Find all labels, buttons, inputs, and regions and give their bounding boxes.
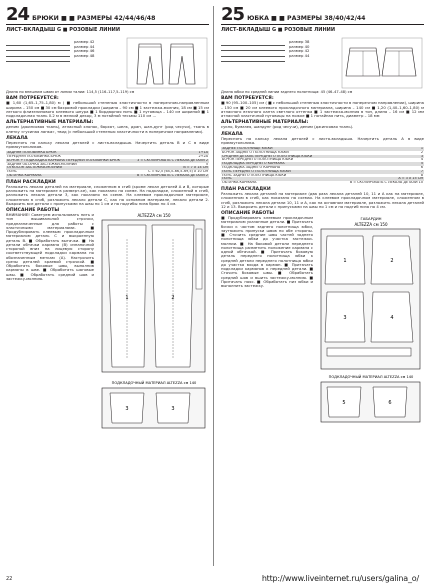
size-label: размер 44	[74, 43, 95, 49]
right-work-text: ■ Продублировать клеевым прокладочным материалом указанные детали. ■ Притачать бочки к частям заднего полотнища юбки, заутюжить припуски швов по обе стороны. ■ Сточить средние швы частей заднего полотнища юбки до участка застежки-молнии. ■ На боковой детали переднего полотнища разметить положение кармана с одной обтачкой. ■ Притачать боковую деталь переднего полотнища юбки к средней детали переднего полотнища юбки до участка входа в карман. ■ Притачать подкладки карманов к передней детали. ■ Сточить боковые швы. ■ Обработать средний шов и вшить застежку-молнию. ■ Притачать пояс. ■ Обработать низ юбки и выполнить застежку.	[221, 215, 313, 289]
left-sheet-label: ЛИСТ-ВКЛАДЫШ G ■ РОЗОВЫЕ ЛИНИИ	[6, 27, 121, 33]
lining-label: ПОДКЛАДОЧНЫЙ МАТЕРИАЛ ALTEZZA см 140	[111, 381, 197, 386]
trousers-technical-drawing	[125, 36, 209, 90]
right-size-legend	[289, 40, 309, 58]
table-row: ПОЯС А = 3 Х 15 СМ	[222, 177, 423, 181]
left-alt-text: деним (джинсовая ткань), атласный хлопок, бархат, шелк, драп, шан-дунг (род чесучи), ткань в клетку «гусиная лапка», твид (с небольшой степенью эластичности в поперечном направлении).	[6, 124, 209, 134]
svg-text:2: 2	[171, 295, 175, 302]
table-row: ПОЯС С = 62,5 (64,5–66,5–69,5) Х 10 СМ	[7, 170, 208, 174]
left-size-lines	[6, 40, 70, 62]
left-materials-title: ВАМ ПОТРЕБУЕТСЯ:	[6, 96, 59, 102]
trousers-layout-diagram	[98, 209, 209, 441]
left-lekala-title: ЛЕКАЛА	[6, 135, 28, 141]
size-label: размер 46	[74, 48, 95, 54]
column-divider	[213, 6, 214, 566]
table-row: ОБТАЧКА КАРМАНА В = СКОПИРОВАТЬ С ЛЕКАЛА ДЕТАЛИ 2	[7, 174, 208, 178]
lining-label: ПОДКЛАДОЧНЫЙ МАТЕРИАЛ ALTEZZA см 140	[328, 375, 414, 380]
table-row: ОТКОСОК ЗАСТЕЖКИ-МОЛНИИ В = 7 Х 14 СМ	[7, 166, 208, 170]
table-row: ПОДКЛАДКА ЗАДНЕГО КАРМАНА 6	[222, 166, 423, 170]
right-pattern-thumbnail	[221, 36, 424, 90]
size-label: размер 42	[289, 48, 310, 54]
source-url: http://www.liveinternet.ru/users/galina_o/	[261, 574, 419, 583]
left-lekala-text: Переснять на кальку лекала деталей с листа-вкладыша. Начертить деталь В и С в виде прямоугольников.	[6, 139, 209, 150]
svg-text:3: 3	[125, 406, 129, 413]
right-plan-text: Разложить лекала деталей на материале (два раза лекала деталей 10, 11 и А как на материале, сложенном в сгиб, как показано на схемах. На клеевом прокладочном материале, сложенном в сгиб, разложить лекала детали 10, 11 и А, как на основном материале, разложить лекала деталей 12 и 13. Выкроить детали с припусками на швы по 1 см и на подгиб низа по 4 см.	[221, 191, 424, 209]
left-model-number: 24	[6, 4, 30, 25]
right-materials-title: ВАМ ПОТРЕБУЕТСЯ:	[221, 96, 274, 102]
right-header	[221, 6, 424, 25]
right-materials-text: ■ 90 (95–100–105) см ( ■ с небольшой степенью эластичности в поперечном направлении), ширина – 150 см ■ 20 см клеевого прокладочного материала, ширина – 140 см ■ 1,20 (1,40–1,60–1,80) м атласного втачного канта светлого оттенка ■ 1 застежка-молния в тон, длина – 16 см ■ 12 мм атласной эластичной пуговицы на ножке ■ 1 потайная нить, диаметр – 18 мм	[221, 100, 424, 119]
table-row: ПОЯС ПЕРЕДНЕГО ПОЛОТНИЩА ЮБКИ 7	[222, 169, 423, 173]
right-model-title: ЮБКА ■ ■ РАЗМЕРЫ 38/40/42/44	[247, 15, 366, 22]
table-row: ОБТАЧКА КАРМАНА В = СКОПИРОВАТЬ С ЛЕКАЛА ДЕТАЛИ 10	[222, 181, 423, 185]
table-row: ПОЯС ЗАДНЕГО ПОЛОТНИЩА ЮБКИ 8	[222, 173, 423, 177]
svg-text:3: 3	[171, 406, 175, 413]
right-column	[221, 6, 424, 436]
svg-text:4: 4	[390, 315, 394, 322]
fabric-width-label: ALTEZZA см 150	[137, 213, 171, 219]
right-alt-text: сукно, бумазея, шандунг (род чесучи), деним (джинсовая ткань).	[221, 124, 354, 130]
svg-text:1: 1	[125, 295, 129, 302]
size-label: размер 48	[74, 52, 95, 58]
left-length-note: Длина по внешним швам от линии талии: 114,5 (116–117,5–119) см	[6, 90, 135, 94]
table-row: ЗАДНЯЯ ПОЛОВИНКА БРЮК 1+1А	[7, 151, 208, 155]
left-pattern-thumbnail	[6, 36, 209, 90]
svg-text:2: 2	[390, 258, 394, 265]
page-number: 22	[6, 576, 13, 582]
left-size-legend	[74, 40, 94, 58]
fabric-width-label: ALTEZZA см 150	[354, 222, 388, 228]
left-materials-text: ■ 1,60 (1,65–1,75–1,80) м ( ■ небольшой степенью эластичности в поперечном-направленным ширина – 150 см ■ 30 см бахромой прокладки (ширина – 90 см ■ 1 застежка-молния, 18 см ■ 15 см легкого флизелинового клеевого шнура ■ 1 бордюрная нить ■ 1 пуговица – 140 см шириной ■ 1 подкладочная ткань 0.2 м в мелкий декор, 3 м потайной тесьмы 110 см …	[6, 100, 209, 119]
right-lekala-title: ЛЕКАЛА	[221, 131, 243, 137]
table-row: ЗАДНЯЯ ОБТАЧКА ЗАСТЕЖКИ-МОЛНИИ 5	[7, 162, 208, 166]
left-plan-title: ПЛАН РАСКЛАДКИ	[6, 179, 56, 185]
left-model-title: БРЮКИ ■ ■ РАЗМЕРЫ 42/44/46/48	[32, 15, 156, 22]
skirt-layout-diagram	[317, 214, 424, 436]
right-alt-title: АЛЬТЕРНАТИВНЫЕ МАТЕРИАЛЫ:	[221, 120, 309, 126]
left-work-text: ВНИМАНИЕ! Советуем использовать нить и тип вышивальной строчки, предназначенные для работы с эластичными материалами. ■ Продублировать клеевым прокладочным материалом деталь С и выкроенную деталь В. ■ Обработать вытачки. ■ На детали обтачки кармана (В) изнаночной стороной вниз на лицевую сторону соответствующей подкладки кармана по обозначенным меткам (А). Настрочить срезы деталей краевой строчкой. ■ Обработать боковые швы, выполнив карманы в шве. ■ Обработать шаговые швы. ■ Обработать средний шов и застежку-молнию.	[6, 212, 94, 281]
left-cut-table	[6, 151, 209, 178]
right-size-lines	[221, 40, 285, 62]
left-column	[6, 6, 209, 443]
table-row: БОЧОК ЗАДНЕГО ПОЛОТНИЩА ЮБКИ 2	[222, 150, 423, 154]
svg-text:3: 3	[343, 315, 347, 322]
skirt-technical-drawing	[340, 36, 424, 90]
left-plan-text: Разложить лекала деталей на материале, сложенном в сгиб (кроме лекал деталей А и В, которые разложить на материале в разверт-ке), как показано на схеме. На подкладке, сложенной в сгиб, разложить лекала детали 3, как показано на схеме. На клеевом прокладочном материале, сложенном в сгиб, разложить лекало детали С, как на основном материале, лекало детали 2. Выкроить все детали с припусками на швы по 1 см и на подгибы низа брюк по 4 см.	[6, 183, 209, 206]
table-row: ЗАДНЕЕ ПОЛОТНИЩЕ ЮБКИ 1	[222, 147, 423, 151]
size-label: размер 42	[74, 39, 95, 44]
table-row: БОЧОК + ПОДКЛАДКА КАРМАНА ПЕРЕДНЕЙ ПОЛОВИНКИ БРЮК 3 = СКОПИРОВАТЬ С ЛЕКАЛА ДЕТАЛИ 2	[7, 158, 208, 162]
size-label: размер 38	[289, 39, 310, 44]
svg-text:5: 5	[342, 400, 346, 407]
right-sheet-label: ЛИСТ-ВКЛАДЫШ G ■ РОЗОВЫЕ ЛИНИИ	[221, 27, 336, 33]
size-label: размер 40	[289, 43, 310, 49]
right-cut-table	[221, 147, 424, 185]
right-lekala-text: Переснять на кальку лекала деталей с листа-вкладыша. Начертить деталь А в виде прямоугольника.	[221, 135, 424, 145]
table-row: ПОДКЛАДКА ПЕРЕДНЕГО КАРМАНА 5	[222, 162, 423, 166]
right-length-note: Длина юбки по средней линии заднего полотнища: 45 (46–47–48) см	[221, 90, 353, 94]
fabric-type-label: ГАБАРДИН	[360, 216, 382, 222]
table-row: БОЧОК ПЕРЕДНЕГО ПОЛОТНИЩА ЮБКИ 4	[222, 158, 423, 162]
size-label: размер 44	[289, 52, 310, 58]
left-alt-title: АЛЬТЕРНАТИВНЫЕ МАТЕРИАЛЫ:	[6, 120, 94, 126]
right-work-title: ОПИСАНИЕ РАБОТЫ	[221, 211, 275, 217]
left-work-title: ОПИСАНИЕ РАБОТЫ	[6, 208, 60, 214]
table-row: ПЕРЕДНЯЯ ПОЛОВИНКА БРЮК 2+2А	[7, 155, 208, 159]
right-model-number: 25	[221, 4, 245, 25]
left-header	[6, 6, 209, 25]
right-plan-title: ПЛАН РАСКЛАДКИ	[221, 187, 271, 193]
svg-text:1: 1	[343, 258, 347, 265]
svg-text:6: 6	[388, 400, 392, 407]
table-row: СРЕДНЯЯ ДЕТАЛЬ ПЕРЕДНЕГО ПОЛОТНИЩА ЮБКИ 3	[222, 154, 423, 158]
